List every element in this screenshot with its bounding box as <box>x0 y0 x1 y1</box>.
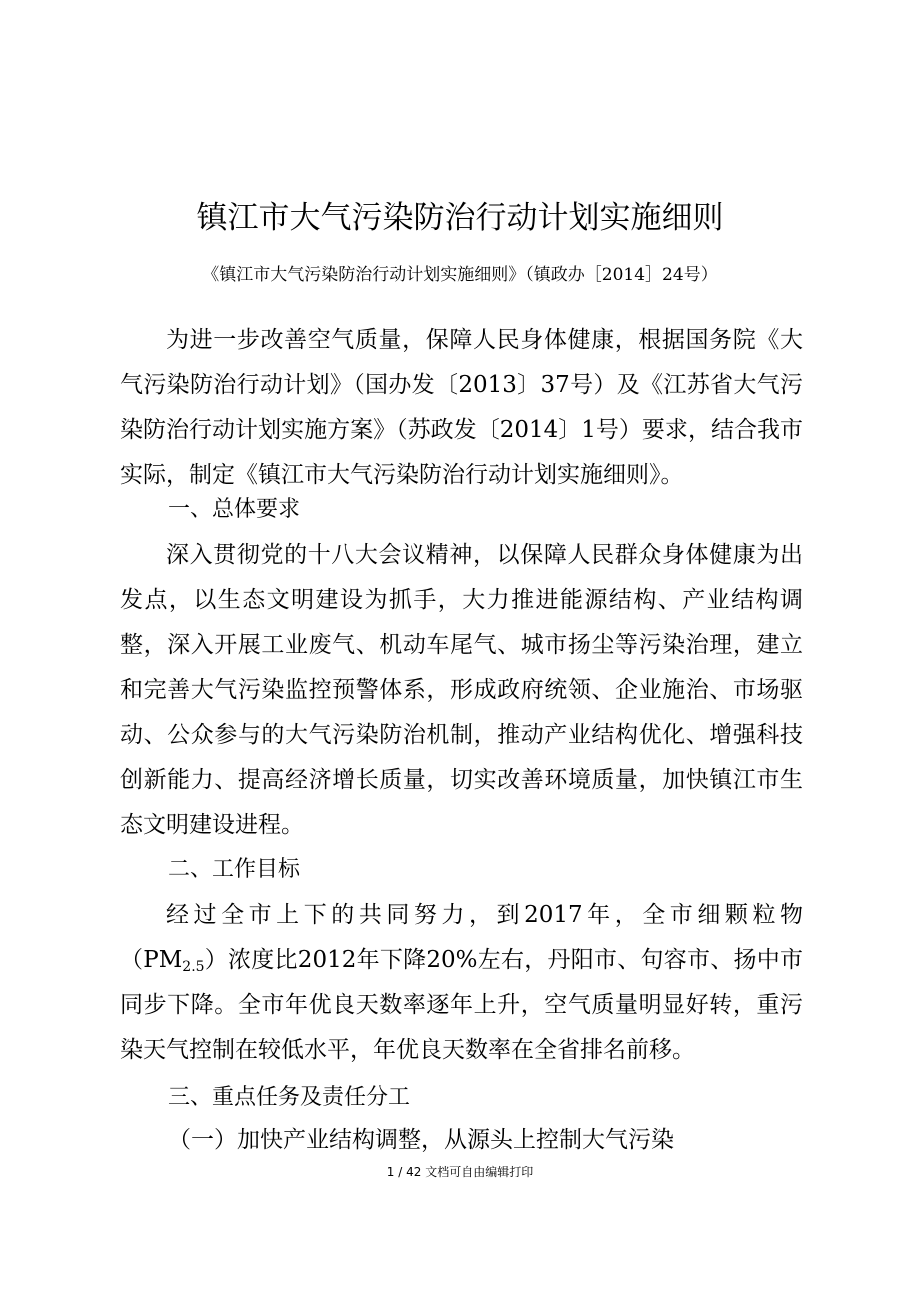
section-heading-overall-requirements: 一、总体要求 <box>168 497 301 522</box>
section-paragraph-overall-requirements: 深入贯彻党的十八大会议精神，以保障人民群众身体健康为出发点，以生态文明建设为抓手，大力推进能源结构、产业结构调整，深入开展工业废气、机动车尾气、城市扬尘等污染治理，建立和完善大气污染监控预警体系，形成政府统领、企业施治、市场驱动、公众参与的大气污染防治机制，推动产业结构优化、增强科技创新能力、提高经济增长质量，切实改善环境质量，加快镇江市生态文明建设进程。 <box>120 542 803 838</box>
page-footer: 1 / 42 文档可自由编辑打印 <box>386 1165 534 1179</box>
document-title: 镇江市大气污染防治行动计划实施细则 <box>196 200 724 236</box>
document-subtitle: 《镇江市大气污染防治行动计划实施细则》（镇政办［2014］24号） <box>202 265 718 285</box>
pm-subscript: 2.5 <box>182 959 205 975</box>
work-goals-text-part1: 经过全市上下的共同努力，到2017年，全市细颗粒物（PM <box>120 902 803 973</box>
section-paragraph-work-goals <box>120 893 803 1073</box>
section-heading-key-tasks: 三、重点任务及责任分工 <box>168 1085 411 1110</box>
subsection-heading-industrial-structure: （一）加快产业结构调整，从源头上控制大气污染 <box>168 1127 674 1153</box>
intro-paragraph: 为进一步改善空气质量，保障人民身体健康，根据国务院《大气污染防治行动计划》（国办发〔2013〕37号）及《江苏省大气污染防治行动计划实施方案》（苏政发〔2014〕1号）要求，结合我市实际，制定《镇江市大气污染防治行动计划实施细则》。 <box>120 327 803 488</box>
section-heading-work-goals: 二、工作目标 <box>168 857 301 882</box>
work-goals-text-part2: ）浓度比2012年下降20%左右，丹阳市、句容市、扬中市同步下降。全市年优良天数率逐年上升，空气质量明显好转，重污染天气控制在较低水平，年优良天数率在全省排名前移。 <box>120 947 803 1063</box>
